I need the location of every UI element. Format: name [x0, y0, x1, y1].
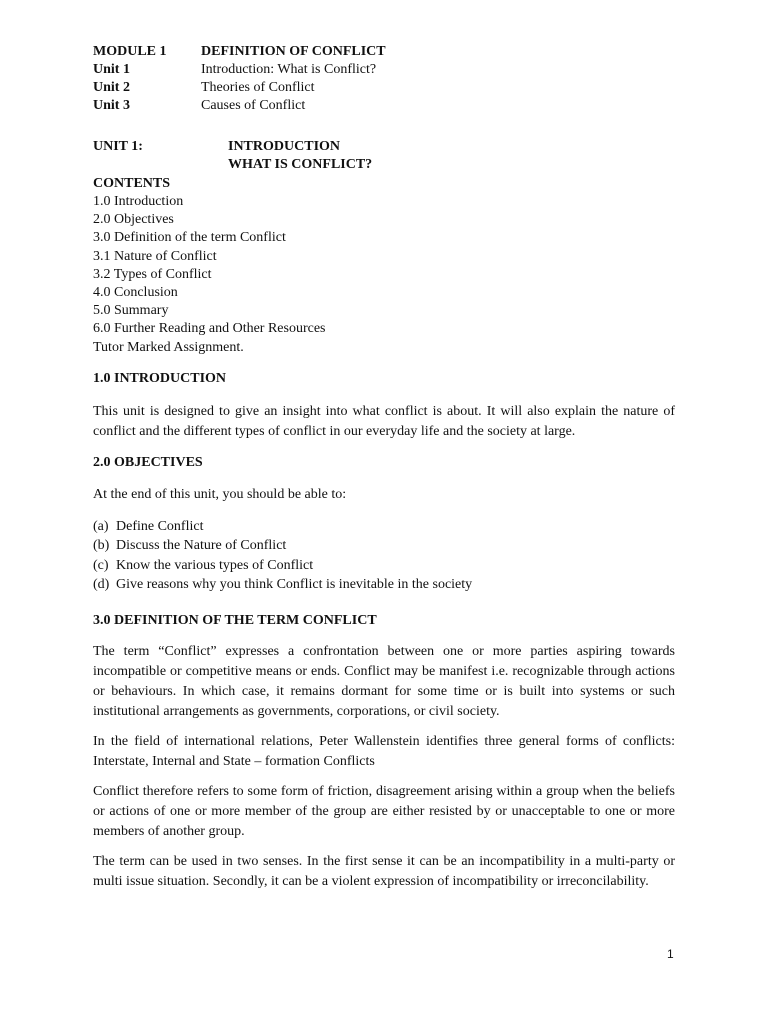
introduction-section: [93, 370, 675, 442]
module-header: [93, 43, 675, 115]
unit-heading-title: INTRODUCTION: [228, 139, 341, 154]
list-text: Know the various types of Conflict: [116, 557, 314, 573]
objectives-section: [93, 454, 675, 595]
list-item: [93, 575, 675, 595]
unit-row: [93, 61, 675, 79]
contents-item: 3.2 Types of Conflict: [93, 266, 212, 282]
unit-heading-label: UNIT 1:: [93, 139, 143, 154]
unit-label: Unit 3: [93, 98, 130, 113]
unit-row: [93, 79, 675, 97]
contents-item: 3.0 Definition of the term Conflict: [93, 230, 286, 246]
list-item: [93, 556, 675, 576]
list-marker: (d): [93, 577, 110, 593]
contents-item: 6.0 Further Reading and Other Resources: [93, 321, 326, 337]
unit-heading-spacer: [93, 156, 228, 174]
list-marker: (a): [93, 518, 109, 534]
list-text: Give reasons why you think Conflict is inevitable in the society: [116, 577, 473, 593]
paragraph: At the end of this unit, you should be able to:: [93, 486, 347, 502]
contents-section: [93, 175, 675, 357]
unit-title: Introduction: What is Conflict?: [201, 62, 377, 77]
paragraph: The term “Conflict” expresses a confrontation between one or more parties aspiring towards incompatible or competitive means or ends. Conflict may be manifest i.e. recognizable through actions or behaviours. In which case, it remains dormant for some time or is built into systems or such institutional arrangements as governments, corporations, or civil society.: [93, 643, 675, 719]
unit-heading-row: [93, 138, 675, 156]
unit-title: Causes of Conflict: [201, 98, 306, 113]
paragraph: In the field of international relations, Peter Wallenstein identifies three general forms of conflicts: Interstate, Internal and State – formation Conflicts: [93, 733, 675, 769]
document-page: [93, 43, 675, 892]
unit-title: Theories of Conflict: [201, 80, 315, 95]
unit-heading-subtitle: WHAT IS CONFLICT?: [228, 157, 373, 172]
definition-section: [93, 612, 675, 892]
list-item: [93, 536, 675, 556]
unit-label: Unit 1: [93, 62, 130, 77]
contents-item: 1.0 Introduction: [93, 194, 184, 209]
module-row: [93, 43, 675, 61]
unit-row: [93, 97, 675, 115]
contents-item: 4.0 Conclusion: [93, 285, 178, 301]
contents-item: 2.0 Objectives: [93, 212, 174, 228]
list-text: Define Conflict: [116, 518, 204, 534]
paragraph: The term can be used in two senses. In the first sense it can be an incompatibility in a multi-party or multi issue situation. Secondly, it can be a violent expression of incompatibility or irreconcilability.: [93, 853, 675, 889]
section-heading: 3.0 DEFINITION OF THE TERM CONFLICT: [93, 612, 377, 628]
module-label: MODULE 1: [93, 44, 167, 59]
unit-heading: [93, 138, 675, 174]
contents-item: 3.1 Nature of Conflict: [93, 248, 217, 264]
list-text: Discuss the Nature of Conflict: [116, 538, 287, 554]
paragraph: This unit is designed to give an insight into what conflict is about. It will also explain the nature of conflict and the different types of conflict in our everyday life and the society at large.: [93, 403, 675, 439]
list-marker: (b): [93, 538, 110, 554]
objectives-list: [93, 517, 675, 595]
contents-item: 5.0 Summary: [93, 303, 169, 319]
contents-list: [93, 193, 675, 357]
paragraph: Conflict therefore refers to some form of friction, disagreement arising within a group when the beliefs or actions of one or more member of the group are either resisted by or unacceptable to one or more members of another group.: [93, 783, 675, 839]
page-number: 1: [667, 947, 674, 961]
contents-item: Tutor Marked Assignment.: [93, 339, 244, 355]
unit-heading-row: [93, 156, 675, 174]
section-heading: 2.0 OBJECTIVES: [93, 454, 203, 470]
list-item: [93, 517, 675, 537]
section-heading: 1.0 INTRODUCTION: [93, 370, 227, 386]
unit-label: Unit 2: [93, 80, 130, 95]
module-title: DEFINITION OF CONFLICT: [201, 44, 386, 59]
contents-title: CONTENTS: [93, 176, 171, 191]
list-marker: (c): [93, 557, 109, 573]
